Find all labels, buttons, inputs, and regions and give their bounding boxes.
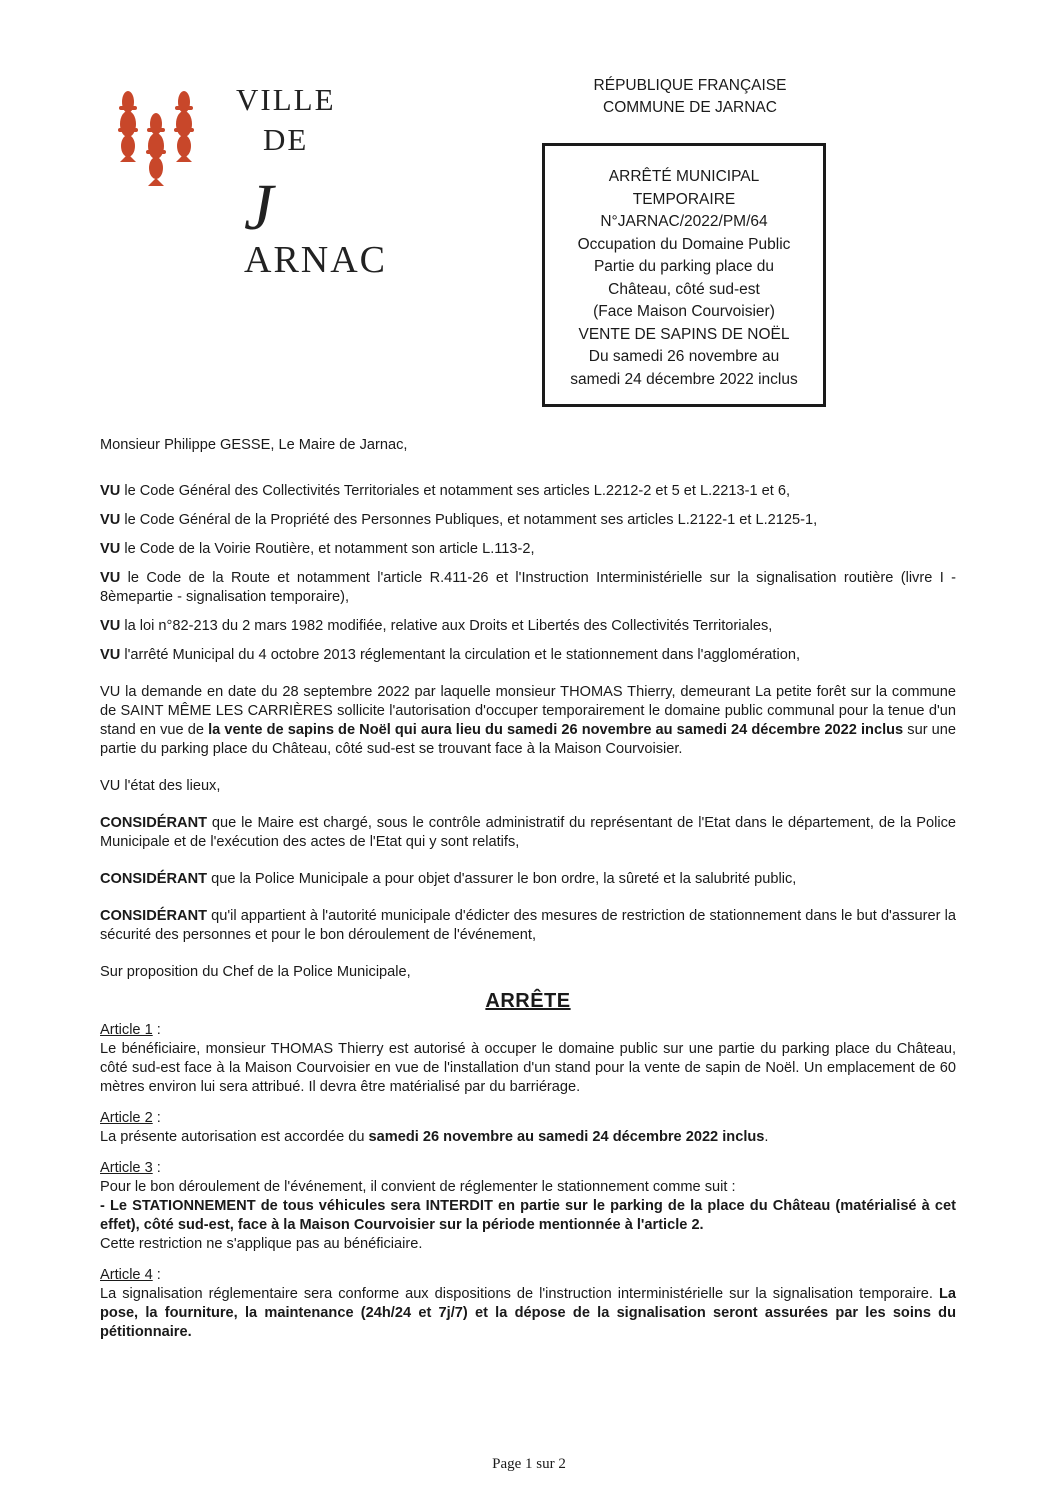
proposition-line: Sur proposition du Chef de la Police Municipale, — [100, 964, 411, 980]
article-text-bold: - Le STATIONNEMENT de tous véhicules sera INTERDIT en partie sur le parking de la place du Château (matérialisé à cet effet), côté sud-est, face à la Maison Courvoisier sur la période mentionnée à l'article 2. — [100, 1198, 956, 1233]
title-line: samedi 24 décembre 2022 inclus — [570, 370, 798, 388]
three-fish-emblem-icon — [108, 90, 208, 210]
article-4: Article 4 : La signalisation réglementaire sera conforme aux dispositions de l'instruction interministérielle sur la signalisation temporaire. La pose, la fourniture, la maintenance (24h/24 et 7j/7) et la dépose de la signalisation seront assurées par les soins du pétitionnaire. — [100, 1267, 956, 1340]
arrete-title-box — [542, 143, 826, 407]
considerant-clause: CONSIDÉRANT que le Maire est chargé, sous le contrôle administratif du représentant de l'Etat dans le département, de la Police Municipale et de l'exécution des actes de l'Etat qui y sont relatifs, — [100, 815, 956, 850]
article-1: Article 1 : Le bénéficiaire, monsieur THOMAS Thierry est autorisé à occuper le domaine public sur une partie du parking place du Château, côté sud-est face à la Maison Courvoisier en vue de l'installation d'un stand pour la vente de sapin de Noël. Un emplacement de 60 mètres environ lui sera attribué. Il devra être matérialisé par du barriérage. — [100, 1022, 956, 1095]
vu-etat-des-lieux: VU l'état des lieux, — [100, 778, 221, 794]
title-line: (Face Maison Courvoisier) — [593, 303, 775, 320]
document-body — [100, 436, 956, 1354]
article-title: Article 4 — [100, 1267, 153, 1283]
mayor-line: Monsieur Philippe GESSE, Le Maire de Jarnac, — [100, 437, 408, 453]
considerant-clause: CONSIDÉRANT que la Police Municipale a pour objet d'assurer le bon ordre, la sûreté et la salubrité public, — [100, 871, 797, 887]
republic-header — [560, 75, 820, 119]
logo-de-text: DE — [263, 122, 309, 157]
article-title: Article 3 — [100, 1160, 153, 1176]
title-line: N°JARNAC/2022/PM/64 — [600, 213, 768, 230]
vu-clause: VU le Code Général des Collectivités Territoriales et notamment ses articles L.2212-2 et 5 et L.2213-1 et 6, — [100, 483, 791, 499]
article-text: Cette restriction ne s'applique pas au bénéficiaire. — [100, 1236, 423, 1252]
vu-demande-clause: VU la demande en date du 28 septembre 2022 par laquelle monsieur THOMAS Thierry, demeurant La petite forêt sur la commune de SAINT MÊME LES CARRIÈRES sollicite l'autorisation d'occuper temporairement le domaine public communal pour la tenue d'un stand en vue de la vente de sapins de Noël qui aura lieu du samedi 26 novembre au samedi 24 décembre 2022 inclus sur une partie du parking place du Château, côté sud-est se trouvant face à la Maison Courvoisier. — [100, 684, 957, 757]
vu-clause: VU le Code Général de la Propriété des Personnes Publiques, et notamment ses articles L.2122-1 et L.2125-1, — [100, 512, 818, 528]
title-line: Du samedi 26 novembre au — [588, 348, 780, 365]
arrete-heading: ARRÊTE — [485, 990, 571, 1012]
title-line: Occupation du Domaine Public — [577, 235, 791, 253]
title-line: Château, côté sud-est — [608, 280, 760, 298]
ville-de-jarnac-logo — [108, 82, 388, 281]
title-line: TEMPORAIRE — [632, 190, 736, 208]
vu-clause: VU le Code de la Route et notamment l'article R.411-26 et l'Instruction Interministérielle sur la signalisation routière (livre I - 8èmepartie - signalisation temporaire), — [100, 570, 956, 605]
commune-de-jarnac: COMMUNE DE JARNAC — [603, 99, 777, 116]
article-text: La signalisation réglementaire sera conforme aux dispositions de l'instruction interministérielle sur la signalisation temporaire. La pose, la fourniture, la maintenance (24h/24 et 7j/7) et la dépose de la signalisation seront assurées par les soins du pétitionnaire. — [100, 1286, 956, 1340]
logo-ville-text: VILLE — [236, 82, 336, 117]
article-2: Article 2 : La présente autorisation est accordée du samedi 26 novembre au samedi 24 décembre 2022 inclus. — [100, 1109, 956, 1147]
logo-jarnac-text — [244, 162, 387, 282]
title-line: VENTE DE SAPINS DE NOËL — [578, 325, 790, 343]
article-text: La présente autorisation est accordée du samedi 26 novembre au samedi 24 décembre 2022 inclus. — [100, 1129, 769, 1145]
article-text: Le bénéficiaire, monsieur THOMAS Thierry est autorisé à occuper le domaine public sur une partie du parking place du Château, côté sud-est face à la Maison Courvoisier en vue de l'installation d'un stand pour la vente de sapin de Noël. Un emplacement de 60 mètres environ lui sera attribué. Il devra être matérialisé par du barriérage. — [100, 1041, 956, 1095]
republique-francaise: RÉPUBLIQUE FRANÇAISE — [593, 77, 787, 94]
page-number: Page 1 sur 2 — [492, 1456, 566, 1472]
article-title: Article 1 — [100, 1022, 153, 1038]
title-line: ARRÊTÉ MUNICIPAL — [608, 168, 760, 185]
vu-clause: VU l'arrêté Municipal du 4 octobre 2013 réglementant la circulation et le stationnement dans l'agglomération, — [100, 647, 800, 663]
vu-clause: VU le Code de la Voirie Routière, et notamment son article L.113-2, — [100, 541, 535, 557]
article-3: Article 3 : Pour le bon déroulement de l'événement, il convient de réglementer le stationnement comme suit : - Le STATIONNEMENT de tous véhicules sera INTERDIT en partie sur le parking de la place du Château (matérialisé à cet effet), côté sud-est, face à la Maison Courvoisier sur la période mentionnée à l'article 2. Cette restriction ne s'applique pas au bénéficiaire. — [100, 1160, 956, 1252]
logo-jarnac-rest: ARNAC — [244, 239, 388, 281]
considerant-clause: CONSIDÉRANT qu'il appartient à l'autorité municipale d'édicter des mesures de restriction de stationnement dans le but d'assurer la sécurité des personnes et pour le bon déroulement de l'événement, — [100, 908, 956, 943]
logo-jarnac-initial: J — [244, 171, 276, 244]
title-line: Partie du parking place du — [593, 258, 775, 275]
article-text: Pour le bon déroulement de l'événement, il convient de réglementer le stationnement comme suit : — [100, 1179, 736, 1195]
vu-clause: VU la loi n°82-213 du 2 mars 1982 modifiée, relative aux Droits et Libertés des Collectivités Territoriales, — [100, 618, 773, 634]
article-title: Article 2 — [100, 1110, 153, 1126]
